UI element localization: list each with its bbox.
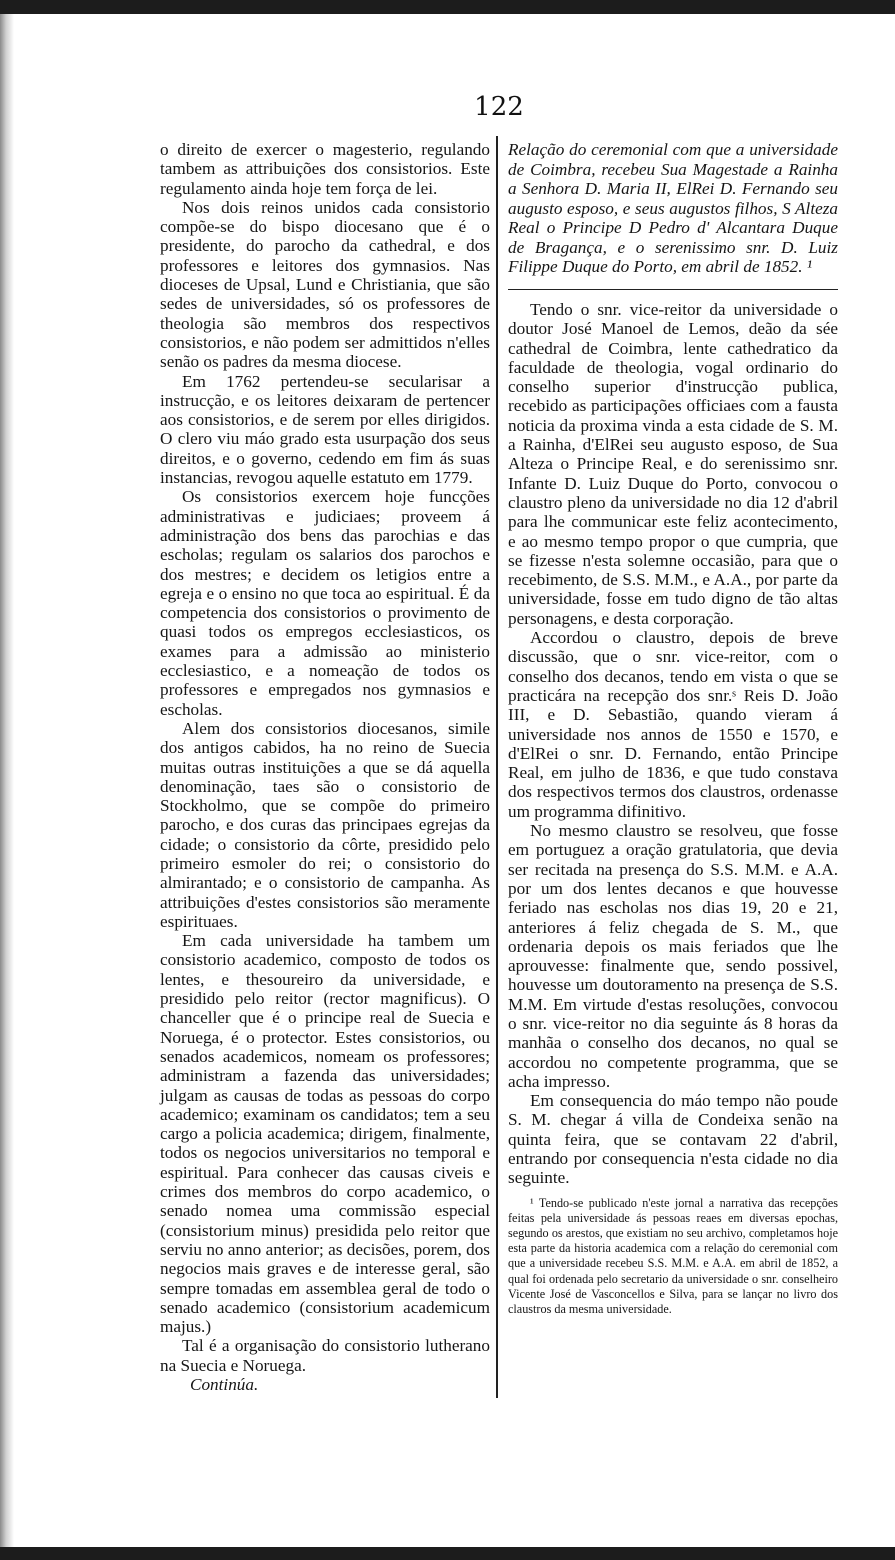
heading-separator [508,289,838,291]
right-column [508,140,838,1317]
footnote: ¹ Tendo-se publicado n'este jornal a narrativa das recepções feitas pela universidade ás pessoas reaes em diversas epochas, segundo os arestos, que existiam no seu archivo, completamos hoje esta parte da historia academica com a relação do ceremonial com que a universidade recebeu S.S. M.M. e A.A. em abril de 1852, a qual foi ordenada pelo secretario da universidade o snr. conselheiro Vicente José de Vasconcellos e Silva, para se lançar no livro dos claustros da mesma universidade. [508,1195,838,1317]
paragraph: Alem dos consistorios diocesanos, simile dos antigos cabidos, ha no reino de Suecia muitas outras instituições a que se dá aquella denominação, taes são o consistorio de Stockholmo, que se compõe do primeiro parocho, e dos curas das principaes egrejas da cidade; o consistorio da côrte, presidido pelo primeiro esmoler do rei; o consistorio do almirantado; e o consistorio de campanha. As attribuições d'estes consistorios são meramente espirituaes. [160,718,490,931]
paragraph: Em 1762 pertendeu-se secularisar a instrucção, e os leitores deixaram de pertencer aos consistorios, e de serem por elles dirigidos. O clero viu máo grado esta usurpação dos seus direitos, e o governo, cedendo em fim ás suas instancias, revogou aquelle estatuto em 1779. [160,371,490,488]
paragraph: Accordou o claustro, depois de breve discussão, que o snr. vice-reitor, com o conselho dos decanos, tendo em vista o que se practicára na recepção dos snr.ˢ Reis D. João III, e D. Sebastião, quando vieram á universidade nos annos de 1550 e 1570, e d'ElRei o snr. D. Fernando, então Principe Real, em julho de 1836, e que tudo constava dos respectivos termos dos claustros, ordenasse um programma difinitivo. [508,628,838,821]
continua-note: Continúa. [190,1375,259,1394]
article-heading: Relação do ceremonial com que a universidade de Coimbra, recebeu Sua Magestade a Rainha a Senhora D. Maria II, ElRei D. Fernando seu augusto esposo, e seus augustos filhos, S Alteza Real o Principe D Pedro d' Alcantara Duque de Bragança, e o serenissimo snr. D. Luiz Filippe Duque do Porto, em abril de 1852. ¹ [508,140,838,276]
paragraph: Os consistorios exercem hoje funcções administrativas e judiciaes; proveem á administração dos bens das parochias e das escholas; regulam os salarios dos parochos e dos mestres; e decidem os letigios entre a egreja e o ensino no que toca ao espiritual. É da competencia dos consistorios o provimento de quasi todos os empregos ecclesiasticos, os exames para a admissão ao ministerio ecclesiastico, e a nomeação de todos os professores e empregados nos gymnasios e escholas. [160,487,490,719]
column-divider [496,136,498,1398]
paragraph: o direito de exercer o magesterio, regulando tambem as attribuições dos consistorios. Este regulamento ainda hoje tem força de lei. [160,140,490,198]
paragraph: No mesmo claustro se resolveu, que fosse em portuguez a oração gratulatoria, que devia ser recitada na presença do S.S. M.M. e A.A. por um dos lentes decanos e que houvesse feriado nas escholas nos dias 19, 20 e 21, anteriores á feliz chegada de S. M., que ordenaria depois os mais feriados que lhe aprouvesse: finalmente que, sendo possivel, houvesse um doutoramento na presença de S.S. M.M. Em virtude d'estas resoluções, convocou o snr. vice-reitor no dia seguinte ás 8 horas da manhãa o conselho dos decanos, no qual se accordou no competente programma, que se acha impresso. [508,821,838,1091]
paragraph: Em cada universidade ha tambem um consistorio academico, composto de todos os lentes, e thesoureiro da universidade, e presidido pelo reitor (rector magnificus). O chanceller que é o principe real de Suecia e Noruega, é o protector. Estes consistorios, ou senados academicos, nomeam os professores; administram a fazenda das universidades; julgam as causas de todas as pessoas do corpo academico; examinam os candidatos; tem a seu cargo a policia academica; dirigem, finalmente, todos os negocios universitarios no temporal e espiritual. Para conhecer das causas civeis e crimes dos membros do corpo academico, o senado nomea uma commissão especial (consistorium minus) presidida pelo reitor que serviu no anno anterior; as decisões, porem, dos negocios mais graves e de interesse geral, são sempre tomadas em assemblea geral de todo o senado academico (consistorium academicum majus.) [160,931,490,1337]
paragraph: Em consequencia do máo tempo não poude S. M. chegar á villa de Condeixa senão na quinta feira, que se contavam 22 d'abril, entrando por consequencia n'esta cidade no dia seguinte. [508,1091,838,1188]
paragraph: Tendo o snr. vice-reitor da universidade o doutor José Manoel de Lemos, deão da sée cathedral de Coimbra, lente cathedratico da faculdade de theologia, vogal ordinario do conselho superior d'instrucção publica, recebido as participações officiaes com a fausta noticia da proxima vinda a esta cidade de S. M. a Rainha, d'ElRei seu augusto esposo, de Sua Alteza o Principe Real, e do serenissimo snr. Infante D. Luiz Duque do Porto, convocou o claustro pleno da universidade no dia 12 d'abril para lhe communicar este feliz acontecimento, e ao mesmo tempo propor o que cumpria, que se fizesse n'esta solemne occasião, para que o recebimento, de S.S. M.M., e A.A., por parte da universidade, fosse em tudo digno de tão altas personagens, e desta corporação. [508,300,838,628]
paragraph: Nos dois reinos unidos cada consistorio compõe-se do bispo diocesano que é o presidente, do parocho da cathedral, e dos professores e leitores dos gymnasios. Nas dioceses de Upsal, Lund e Christiania, que são sedes de universidades, só os professores de theologia são membros dos respectivos consistorios, e não podem ser admittidos n'elles senão os padres da mesma diocese. [160,197,490,372]
page-number: 122 [474,92,524,122]
left-column [160,140,490,1394]
page-binding-edge [0,14,16,1550]
page-bottom-edge [0,1547,895,1560]
paragraph: Tal é a organisação do consistorio lutherano na Suecia e Noruega. [160,1336,490,1375]
